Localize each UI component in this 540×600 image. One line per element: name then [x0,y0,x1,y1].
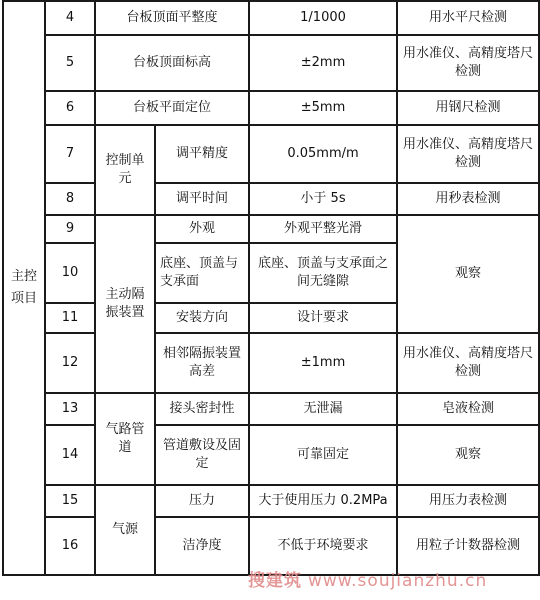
group-label: 气源 [95,485,155,575]
item-name: 接头密封性 [155,393,249,425]
inspection-method: 用水准仪、高精度塔尺检测 [397,333,539,393]
row-number: 15 [45,485,95,517]
category-cell: 主控项目 [3,1,45,575]
table-row [3,425,539,485]
item-name: 调平时间 [155,183,249,215]
requirement-value: ±5mm [249,91,397,125]
item-name: 台板顶面标高 [95,35,249,91]
requirement-value: 可靠固定 [249,425,397,485]
row-number: 8 [45,183,95,215]
table-row [3,183,539,215]
item-name: 台板平面定位 [95,91,249,125]
item-name: 外观 [155,215,249,243]
inspection-method: 用水准仪、高精度塔尺检测 [397,35,539,91]
item-name: 相邻隔振装置高差 [155,333,249,393]
table-row [3,485,539,517]
item-name: 洁净度 [155,517,249,575]
table-row [3,393,539,425]
requirement-value: 1/1000 [249,1,397,35]
table-row [3,35,539,91]
requirement-value: 设计要求 [249,303,397,333]
inspection-method: 观察 [397,215,539,333]
item-name: 调平精度 [155,125,249,183]
row-number: 14 [45,425,95,485]
row-number: 16 [45,517,95,575]
row-number: 11 [45,303,95,333]
requirement-value: 无泄漏 [249,393,397,425]
row-number: 6 [45,91,95,125]
item-name: 台板顶面平整度 [95,1,249,35]
watermark-url: www.soujianzhu.cn [308,571,488,591]
requirement-value: ±2mm [249,35,397,91]
item-name: 管道敷设及固定 [155,425,249,485]
inspection-method: 用秒表检测 [397,183,539,215]
group-label: 气路管道 [95,393,155,485]
table-row [3,125,539,183]
row-number: 5 [45,35,95,91]
requirement-value: ±1mm [249,333,397,393]
table-row [3,333,539,393]
group-label: 控制单元 [95,125,155,215]
watermark-brand: 搜建筑 [248,571,302,591]
inspection-method: 观察 [397,425,539,485]
requirement-value: 不低于环境要求 [249,517,397,575]
requirement-value: 外观平整光滑 [249,215,397,243]
requirement-value: 大于使用压力 0.2MPa [249,485,397,517]
item-name: 安装方向 [155,303,249,333]
row-number: 7 [45,125,95,183]
watermark [248,566,487,591]
row-number: 12 [45,333,95,393]
table-row [3,215,539,243]
inspection-method: 用钢尺检测 [397,91,539,125]
table-row [3,91,539,125]
inspection-method: 皂液检测 [397,393,539,425]
inspection-method: 用压力表检测 [397,485,539,517]
requirement-value: 底座、顶盖与支承面之间无缝隙 [249,243,397,303]
table-row [3,1,539,35]
inspection-table [2,0,540,576]
requirement-value: 0.05mm/m [249,125,397,183]
row-number: 10 [45,243,95,303]
row-number: 4 [45,1,95,35]
inspection-method: 用水平尺检测 [397,1,539,35]
group-label: 主动隔振装置 [95,215,155,393]
inspection-method: 用粒子计数器检测 [397,517,539,575]
item-name: 底座、顶盖与支承面 [155,243,249,303]
requirement-value: 小于 5s [249,183,397,215]
item-name: 压力 [155,485,249,517]
row-number: 13 [45,393,95,425]
row-number: 9 [45,215,95,243]
inspection-method: 用水准仪、高精度塔尺检测 [397,125,539,183]
